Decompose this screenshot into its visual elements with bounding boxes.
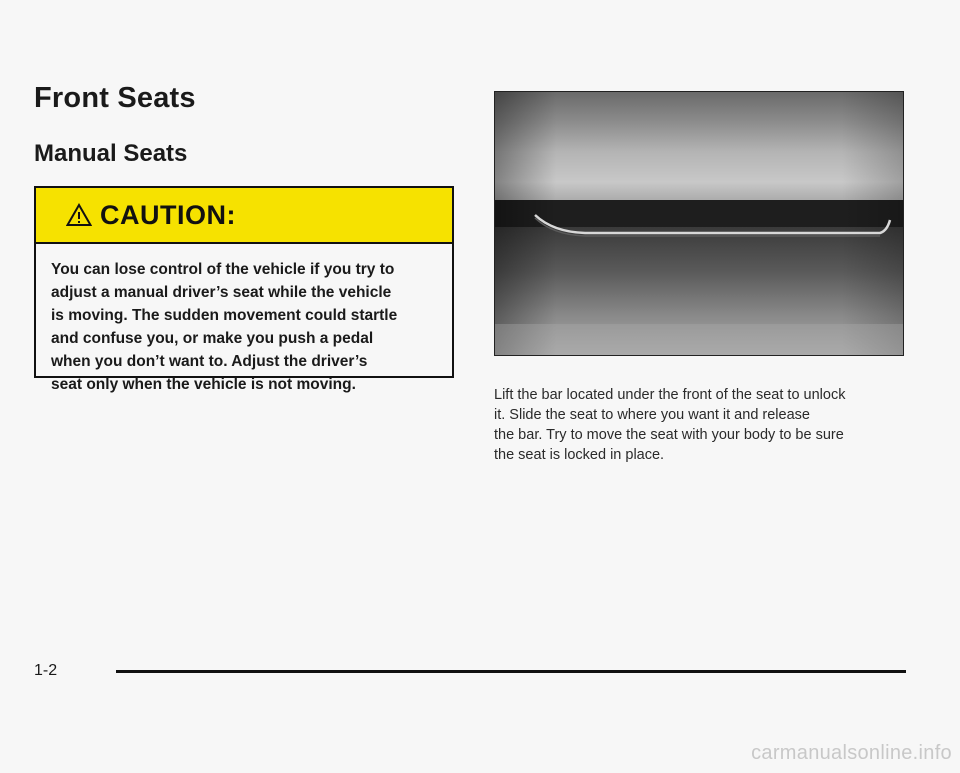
caption-line: it. Slide the seat to where you want it and release xyxy=(494,407,810,423)
watermark-text[interactable]: carmanualsonline.info xyxy=(751,742,952,764)
section-subtitle: Manual Seats xyxy=(34,140,188,167)
caution-line: and confuse you, or make you push a pedal xyxy=(51,330,374,347)
caption-line: the bar. Try to move the seat with your body to be sure xyxy=(494,427,844,443)
warning-triangle-icon xyxy=(66,203,92,227)
seat-bar-photo xyxy=(494,91,904,356)
footer-rule xyxy=(116,670,906,673)
caution-line: You can lose control of the vehicle if you try to xyxy=(51,261,395,278)
caution-header xyxy=(36,188,452,244)
caution-line: is moving. The sudden movement could startle xyxy=(51,307,398,324)
caption-line: Lift the bar located under the front of the seat to unlock xyxy=(494,387,846,403)
caution-line: when you don’t want to. Adjust the driver’s xyxy=(51,353,368,370)
instructions-text xyxy=(494,385,914,465)
page-title: Front Seats xyxy=(34,82,196,114)
caution-box xyxy=(34,186,454,393)
caution-line: adjust a manual driver’s seat while the vehicle xyxy=(51,284,392,301)
page-number: 1-2 xyxy=(34,662,58,679)
caution-label: CAUTION: xyxy=(100,199,236,230)
caption-line: the seat is locked in place. xyxy=(494,447,665,463)
caution-line: seat only when the vehicle is not moving. xyxy=(51,376,356,393)
caution-text xyxy=(36,244,452,396)
